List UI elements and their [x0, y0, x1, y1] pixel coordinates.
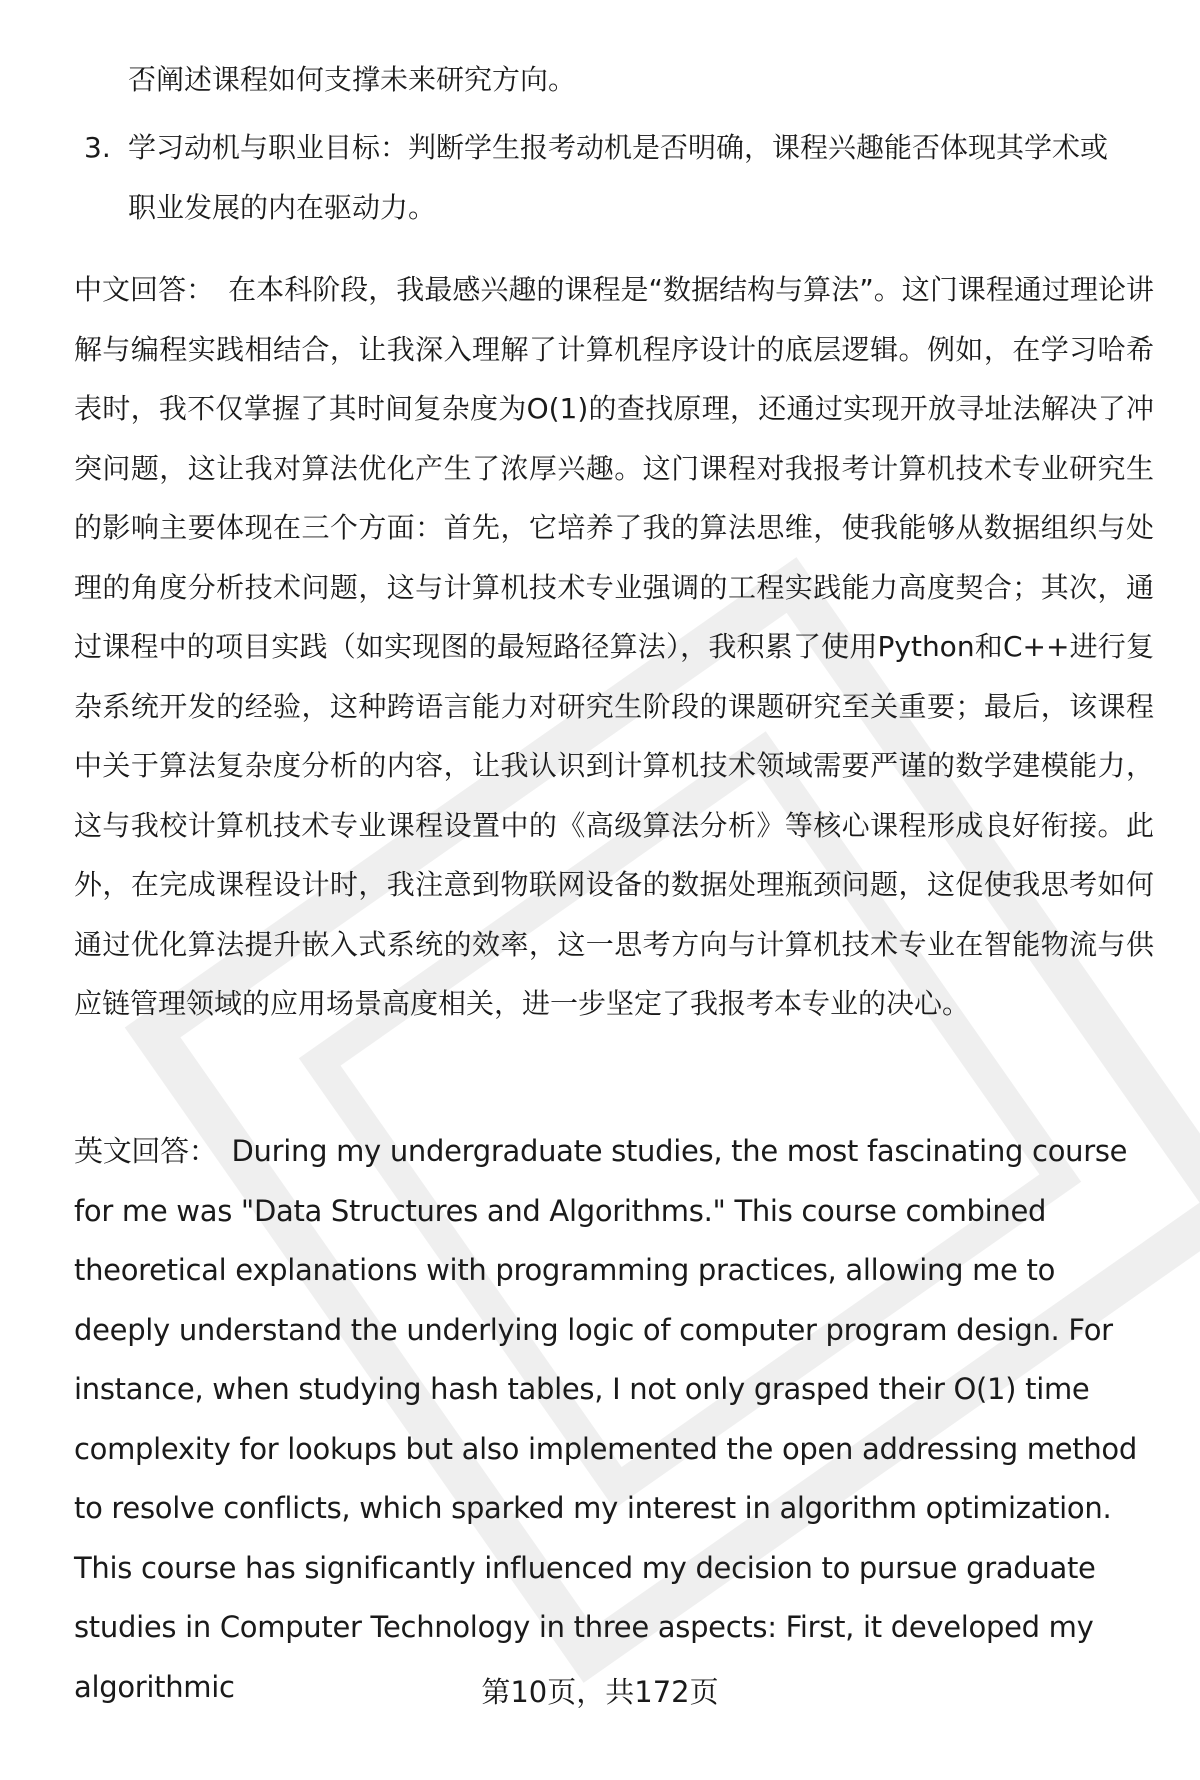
- list-item-3: [84, 118, 1164, 238]
- english-answer-paragraph: [74, 1122, 1154, 1717]
- chinese-answer-paragraph: [74, 260, 1154, 1034]
- list-item-text: 学习动机与职业目标：判断学生报考动机是否明确，课程兴趣能否体现其学术或职业发展的内在驱动力。: [128, 131, 1109, 224]
- list-item-continuation: 否阐述课程如何支撑未来研究方向。: [128, 63, 577, 96]
- chinese-answer-label: 中文回答：: [74, 273, 215, 306]
- chinese-answer-text: 在本科阶段，我最感兴趣的课程是“数据结构与算法”。这门课程通过理论讲解与编程实践相结合，让我深入理解了计算机程序设计的底层逻辑。例如，在学习哈希表时，我不仅掌握了其时间复杂度为O(1)的查找原理，还通过实现开放寻址法解决了冲突问题，这让我对算法优化产生了浓厚兴趣。这门课程对我报考计算机技术专业研究生的影响主要体现在三个方面：首先，它培养了我的算法思维，使我能够从数据组织与处理的角度分析技术问题，这与计算机技术专业强调的工程实践能力高度契合；其次，通过课程中的项目实践（如实现图的最短路径算法），我积累了使用Python和C++进行复杂系统开发的经验，这种跨语言能力对研究生阶段的课题研究至关重要；最后，该课程中关于算法复杂度分析的内容，让我认识到计算机技术领域需要严谨的数学建模能力，这与我校计算机技术专业课程设置中的《高级算法分析》等核心课程形成良好衔接。此外，在完成课程设计时，我注意到物联网设备的数据处理瓶颈问题，这促使我思考如何通过优化算法提升嵌入式系统的效率，这一思考方向与计算机技术专业在智能物流与供应链管理领域的应用场景高度相关，进一步坚定了我报考本专业的决心。: [74, 273, 1154, 1020]
- english-answer-label: 英文回答：: [74, 1134, 218, 1168]
- page-number: 第10页，共172页: [481, 1675, 719, 1709]
- english-answer-text: During my undergraduate studies, the most fascinating course for me was "Data Structures and Algorithms." This course combined theoretical explanations with programming practices, allowing me to deeply understand the underlying logic of computer program design. For instance, when studying hash tables, I not only grasped their O(1) time complexity for lookups but also implemented the open addressing method to resolve conflicts, which sparked my interest in algorithm optimization. This course has significantly influenced my decision to pursue graduate studies in Computer Technology in three aspects: First, it developed my algorithmic: [74, 1134, 1137, 1704]
- list-item-number: 3.: [84, 131, 111, 164]
